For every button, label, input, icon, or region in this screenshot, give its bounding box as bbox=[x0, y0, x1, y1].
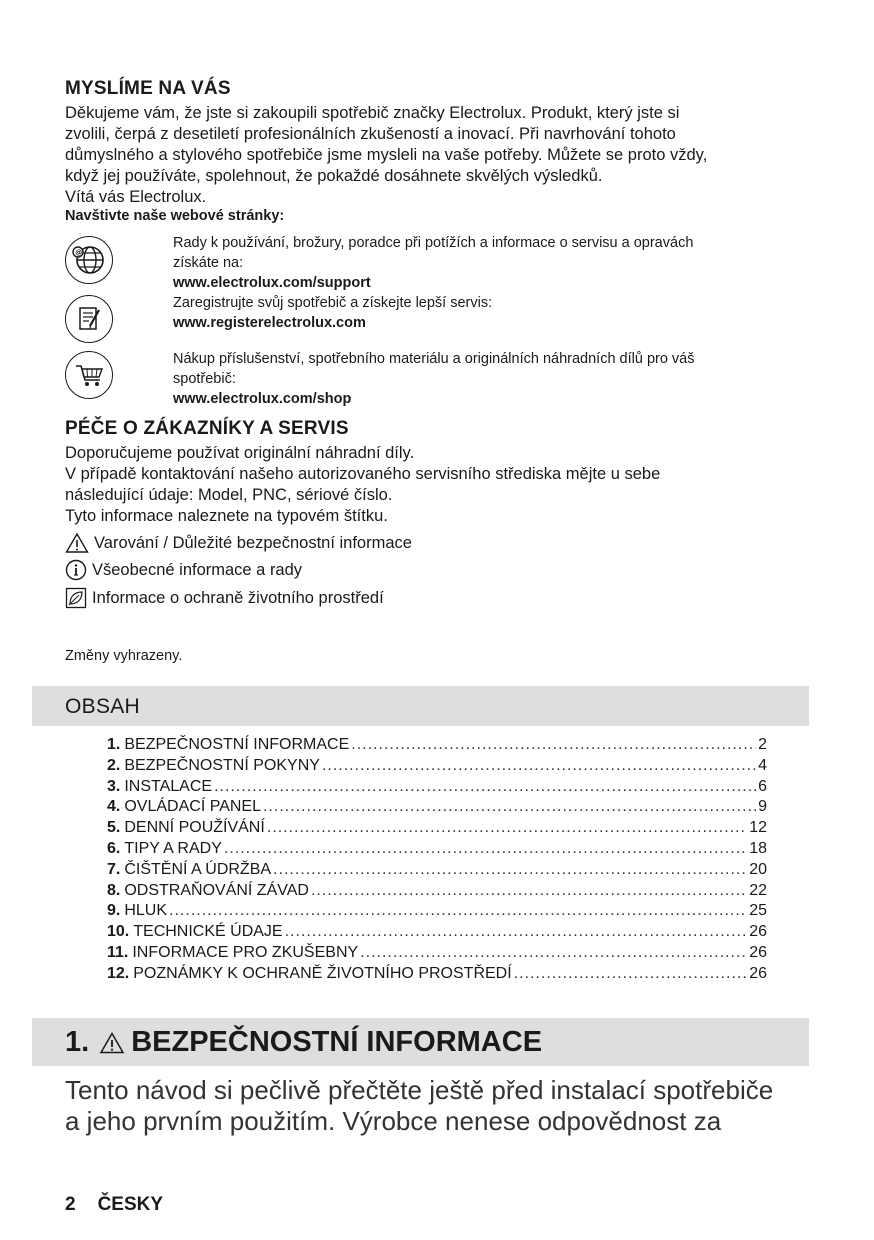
care-line: Tyto informace naleznete na typovém štítku. bbox=[65, 507, 388, 525]
toc-num: 5. bbox=[107, 819, 121, 837]
toc-leader bbox=[169, 902, 747, 920]
symbol-warning-row bbox=[65, 532, 412, 554]
section1-body bbox=[65, 1075, 773, 1137]
symbol-info-row bbox=[65, 559, 302, 581]
toc-item[interactable] bbox=[107, 965, 767, 986]
toc-num: 8. bbox=[107, 881, 121, 899]
toc-num: 4. bbox=[107, 798, 121, 816]
toc-num: 7. bbox=[107, 860, 121, 878]
toc-num: 2. bbox=[107, 756, 121, 774]
toc-leader bbox=[285, 923, 748, 941]
toc-label: INSTALACE bbox=[124, 777, 213, 795]
toc-page: 18 bbox=[749, 839, 767, 857]
warning-icon bbox=[65, 532, 89, 554]
body-line: a jeho prvním použitím. Výrobce nenese odpovědnost za bbox=[65, 1106, 722, 1136]
toc-page: 26 bbox=[749, 923, 767, 941]
toc-label: DENNÍ POUŽÍVÁNÍ bbox=[124, 819, 265, 837]
toc-leader bbox=[267, 819, 747, 837]
toc-item[interactable] bbox=[107, 798, 767, 819]
register-icon bbox=[65, 295, 113, 343]
contents-title: OBSAH bbox=[65, 695, 141, 718]
link-text: Rady k používání, brožury, poradce při potížích a informace o servisu a opravách bbox=[173, 235, 694, 251]
toc-page: 25 bbox=[749, 902, 767, 920]
changes-note: Změny vyhrazeny. bbox=[65, 648, 183, 664]
leaf-icon bbox=[65, 587, 87, 609]
toc-label: OVLÁDACÍ PANEL bbox=[124, 798, 261, 816]
toc-item[interactable] bbox=[107, 757, 767, 778]
toc-label: BEZPEČNOSTNÍ INFORMACE bbox=[124, 736, 350, 753]
toc-label: TIPY A RADY bbox=[124, 839, 222, 857]
section1-title: BEZPEČNOSTNÍ INFORMACE bbox=[131, 1026, 543, 1058]
toc-page: 26 bbox=[749, 943, 767, 961]
symbol-text: Všeobecné informace a rady bbox=[92, 560, 303, 579]
intro-line: když jej používáte, spolehnout, že pokaždé dosáhnete skvělých výsledků. bbox=[65, 167, 603, 185]
toc-num: 12. bbox=[107, 964, 130, 982]
symbol-text: Informace o ochraně životního prostředí bbox=[92, 588, 384, 607]
toc-item[interactable] bbox=[107, 819, 767, 840]
page-number: 2 bbox=[65, 1194, 76, 1215]
cart-icon bbox=[65, 351, 113, 399]
website-heading: Navštivte naše webové stránky: bbox=[65, 208, 285, 224]
toc-label: INFORMACE PRO ZKUŠEBNY bbox=[132, 943, 359, 961]
toc-page: 4 bbox=[758, 756, 767, 774]
toc-label: BEZPEČNOSTNÍ POKYNY bbox=[124, 756, 320, 774]
toc-leader bbox=[224, 840, 747, 858]
register-url-link[interactable]: www.registerelectrolux.com bbox=[173, 315, 366, 331]
toc-leader bbox=[214, 778, 756, 796]
toc-page: 20 bbox=[749, 860, 767, 878]
toc-leader bbox=[351, 736, 756, 754]
intro-line: zvolili, čerpá z desetiletí profesionálních zkušeností a inovací. Při navrhování tohoto bbox=[65, 125, 676, 143]
link-text: Zaregistrujte svůj spotřebič a získejte lepší servis: bbox=[173, 295, 493, 311]
link-text: Nákup příslušenství, spotřebního materiálu a originálních náhradních dílů pro váš bbox=[173, 351, 695, 367]
toc-label: TECHNICKÉ ÚDAJE bbox=[133, 923, 283, 941]
info-icon bbox=[65, 559, 87, 581]
contents-header bbox=[32, 686, 809, 726]
warning-icon bbox=[99, 1031, 125, 1055]
toc-leader bbox=[514, 965, 748, 983]
section-title-care: PÉČE O ZÁKAZNÍKY A SERVIS bbox=[65, 418, 349, 439]
toc-num: 6. bbox=[107, 839, 121, 857]
toc-page: 2 bbox=[758, 736, 767, 753]
toc-num: 3. bbox=[107, 777, 121, 795]
svg-text:@: @ bbox=[75, 248, 83, 257]
toc-page: 6 bbox=[758, 777, 767, 795]
symbol-leaf-row bbox=[65, 587, 384, 609]
care-line: následující údaje: Model, PNC, sériové číslo. bbox=[65, 486, 393, 504]
support-link-block bbox=[173, 233, 813, 293]
toc-item[interactable] bbox=[107, 861, 767, 882]
section1-header bbox=[32, 1018, 809, 1066]
shop-link-block bbox=[173, 349, 813, 409]
section-title-thinking: MYSLÍME NA VÁS bbox=[65, 78, 231, 99]
intro-line: důmyslného a stylového spotřebiče jsme mysleli na vaše potřeby. Můžete se proto vždy, bbox=[65, 146, 708, 164]
link-text: získáte na: bbox=[173, 255, 244, 271]
toc-label: HLUK bbox=[124, 902, 168, 920]
shop-url-link[interactable]: www.electrolux.com/shop bbox=[173, 391, 352, 407]
link-text: spotřebič: bbox=[173, 371, 236, 387]
register-link-block bbox=[173, 293, 813, 333]
toc-leader bbox=[273, 861, 747, 879]
toc-num: 10. bbox=[107, 923, 130, 941]
toc-leader bbox=[311, 882, 747, 900]
table-of-contents bbox=[107, 736, 767, 986]
toc-label: ODSTRAŇOVÁNÍ ZÁVAD bbox=[124, 881, 309, 899]
toc-page: 9 bbox=[758, 798, 767, 816]
toc-item[interactable] bbox=[107, 840, 767, 861]
toc-label: POZNÁMKY K OCHRANĚ ŽIVOTNÍHO PROSTŘEDÍ bbox=[133, 964, 512, 982]
toc-leader bbox=[322, 757, 756, 775]
intro-line: Děkujeme vám, že jste si zakoupili spotřebič značky Electrolux. Produkt, který jste si bbox=[65, 104, 680, 122]
toc-page: 26 bbox=[749, 964, 767, 982]
intro-line: Vítá vás Electrolux. bbox=[65, 188, 207, 206]
toc-num: 9. bbox=[107, 902, 121, 920]
toc-item[interactable] bbox=[107, 944, 767, 965]
toc-page: 22 bbox=[749, 881, 767, 899]
toc-leader bbox=[360, 944, 747, 962]
care-paragraph bbox=[65, 443, 660, 527]
body-line: Tento návod si pečlivě přečtěte ještě před instalací spotřebiče bbox=[65, 1075, 774, 1105]
page-footer bbox=[65, 1194, 163, 1216]
toc-leader bbox=[263, 798, 756, 816]
care-line: Doporučujeme používat originální náhradní díly. bbox=[65, 444, 415, 462]
toc-item[interactable] bbox=[107, 882, 767, 903]
care-line: V případě kontaktování našeho autorizovaného servisního střediska mějte u sebe bbox=[65, 465, 661, 483]
toc-page: 12 bbox=[749, 819, 767, 837]
toc-num: 11. bbox=[107, 943, 129, 961]
support-url-link[interactable]: www.electrolux.com/support bbox=[173, 275, 371, 291]
toc-item[interactable] bbox=[107, 736, 767, 757]
toc-item[interactable] bbox=[107, 923, 767, 944]
toc-item[interactable] bbox=[107, 902, 767, 923]
globe-icon bbox=[65, 236, 113, 284]
toc-num: 1. bbox=[107, 736, 121, 753]
section1-number: 1. bbox=[65, 1026, 90, 1058]
toc-label: ČIŠTĚNÍ A ÚDRŽBA bbox=[124, 860, 272, 878]
intro-paragraph bbox=[65, 103, 825, 208]
symbol-text: Varování / Důležité bezpečnostní informace bbox=[94, 533, 412, 552]
toc-item[interactable] bbox=[107, 778, 767, 799]
footer-language: ČESKY bbox=[97, 1194, 164, 1215]
